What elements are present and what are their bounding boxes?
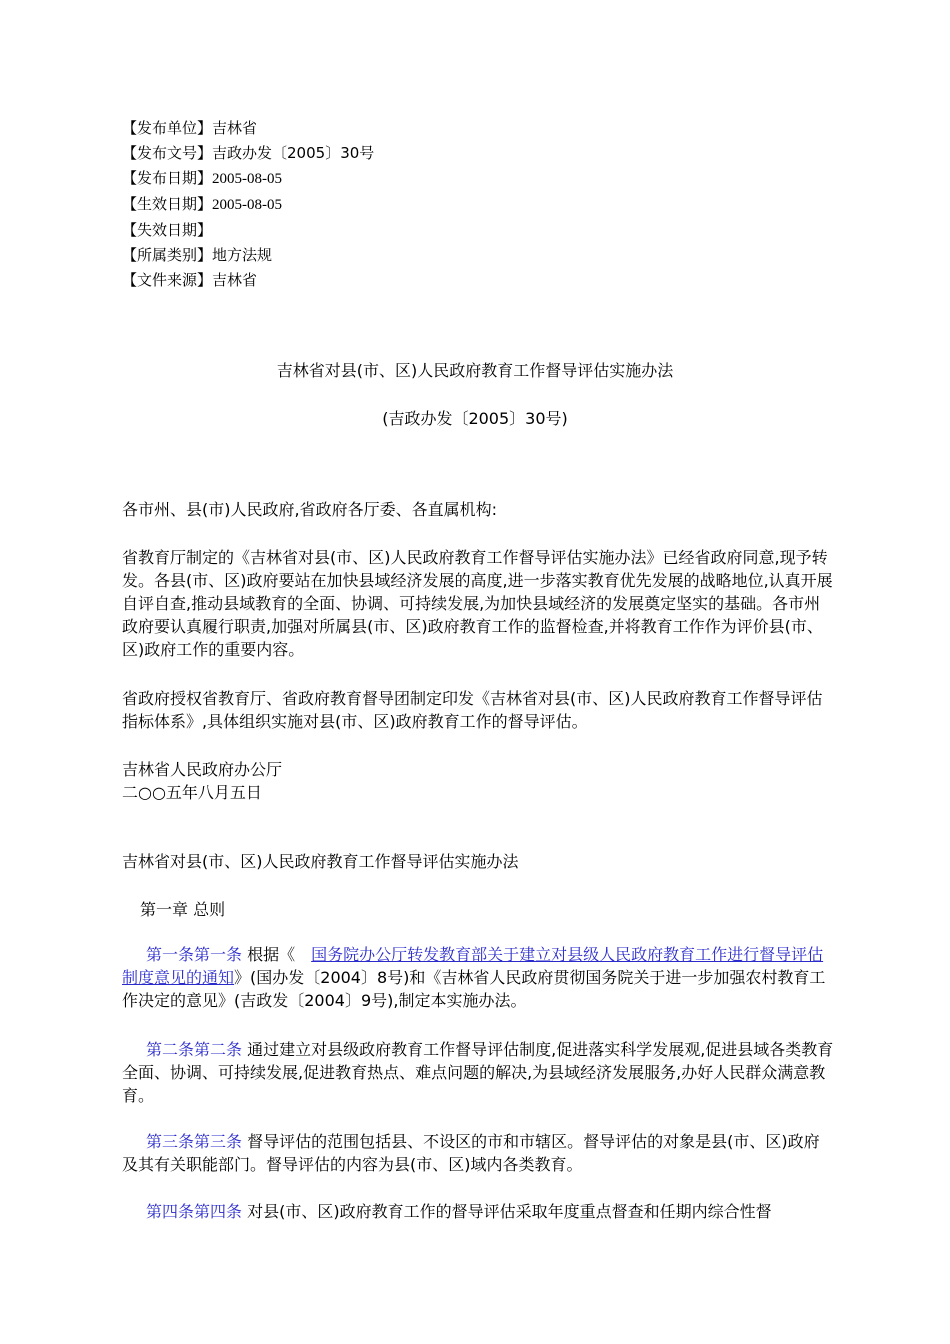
article-3 (122, 1130, 834, 1176)
salutation: 各市州、县(市)人民政府,省政府各厅委、各直属机构: (122, 500, 497, 519)
article-1-reference-link[interactable]: 国务院办公厅转发教育部关于建立对县级人民政府教育工作进行督导评估制度意见的通知 (122, 945, 824, 987)
meta-label: 【发布文号】 (122, 144, 213, 162)
document-number: (吉政办发〔2005〕30号) (382, 409, 568, 428)
issue-date: 二○○五年八月五日 (122, 783, 262, 802)
article-2-anchor[interactable]: 第二条第二条 (146, 1040, 243, 1059)
article-2 (122, 1038, 834, 1107)
article-4-text: 对县(市、区)政府教育工作的督导评估采取年度重点督查和任期内综合性督 (242, 1202, 772, 1221)
issuer: 吉林省人民政府办公厅 (122, 760, 283, 779)
article-3-text: 督导评估的范围包括县、不设区的市和市辖区。督导评估的对象是县(市、区)政府及其有关职能部门。督导评估的内容为县(市、区)域内各类教育。 (122, 1132, 820, 1174)
chapter-heading: 第一章 总则 (140, 900, 226, 919)
article-4 (122, 1200, 834, 1223)
meta-value: 吉林省 (212, 271, 258, 289)
article-4-anchor[interactable]: 第四条第四条 (146, 1202, 243, 1221)
article-1-text-cont: 》(国办发〔2004〕8号)和《吉林省人民政府贯彻国务院关于进一步加强农村教育工作决定的意见》(吉政发〔2004〕9号),制定本实施办法。 (122, 968, 826, 1010)
meta-expiry-date (122, 218, 374, 243)
meta-value: 吉林省 (212, 119, 258, 137)
meta-value: 2005-08-05 (212, 171, 283, 187)
meta-label: 【文件来源】 (122, 271, 213, 289)
meta-label: 【失效日期】 (122, 221, 213, 239)
article-1-text: 根据《 (242, 945, 296, 964)
article-1 (122, 943, 834, 1012)
meta-category (122, 243, 374, 268)
article-1-anchor[interactable]: 第一条第一条 (146, 945, 243, 964)
meta-value: 吉政办发〔2005〕30号 (212, 144, 375, 162)
meta-label: 【所属类别】 (122, 246, 213, 264)
article-2-text: 通过建立对县级政府教育工作督导评估制度,促进落实科学发展观,促进县域各类教育全面、协调、可持续发展,促进教育热点、难点问题的解决,为县域经济发展服务,办好人民群众满意教育。 (122, 1040, 834, 1105)
meta-publish-date (122, 166, 374, 192)
notice-paragraph-2: 省政府授权省教育厅、省政府教育督导团制定印发《吉林省对县(市、区)人民政府教育工作督导评估指标体系》,具体组织实施对县(市、区)政府教育工作的督导评估。 (122, 689, 823, 731)
metadata-block (122, 116, 374, 293)
meta-effective-date (122, 192, 374, 218)
meta-doc-number (122, 141, 374, 166)
document-title: 吉林省对县(市、区)人民政府教育工作督导评估实施办法 (276, 361, 674, 380)
body-title: 吉林省对县(市、区)人民政府教育工作督导评估实施办法 (122, 852, 519, 871)
article-3-anchor[interactable]: 第三条第三条 (146, 1132, 243, 1151)
meta-value: 2005-08-05 (212, 197, 283, 213)
meta-label: 【发布单位】 (122, 119, 213, 137)
meta-label: 【生效日期】 (122, 195, 213, 213)
notice-paragraph-1: 省教育厅制定的《吉林省对县(市、区)人民政府教育工作督导评估实施办法》已经省政府同意,现予转发。各县(市、区)政府要站在加快县域经济发展的高度,进一步落实教育优先发展的战略地位,认真开展自评自查,推动县域教育的全面、协调、可持续发展,为加快县域经济的发展奠定坚实的基础。各市州政府要认真履行职责,加强对所属县(市、区)政府教育工作的监督检查,并将教育工作作为评价县(市、区)政府工作的重要内容。 (122, 548, 833, 659)
meta-issuer (122, 116, 374, 141)
meta-value: 地方法规 (212, 246, 273, 264)
meta-source (122, 268, 374, 293)
meta-label: 【发布日期】 (122, 169, 213, 187)
